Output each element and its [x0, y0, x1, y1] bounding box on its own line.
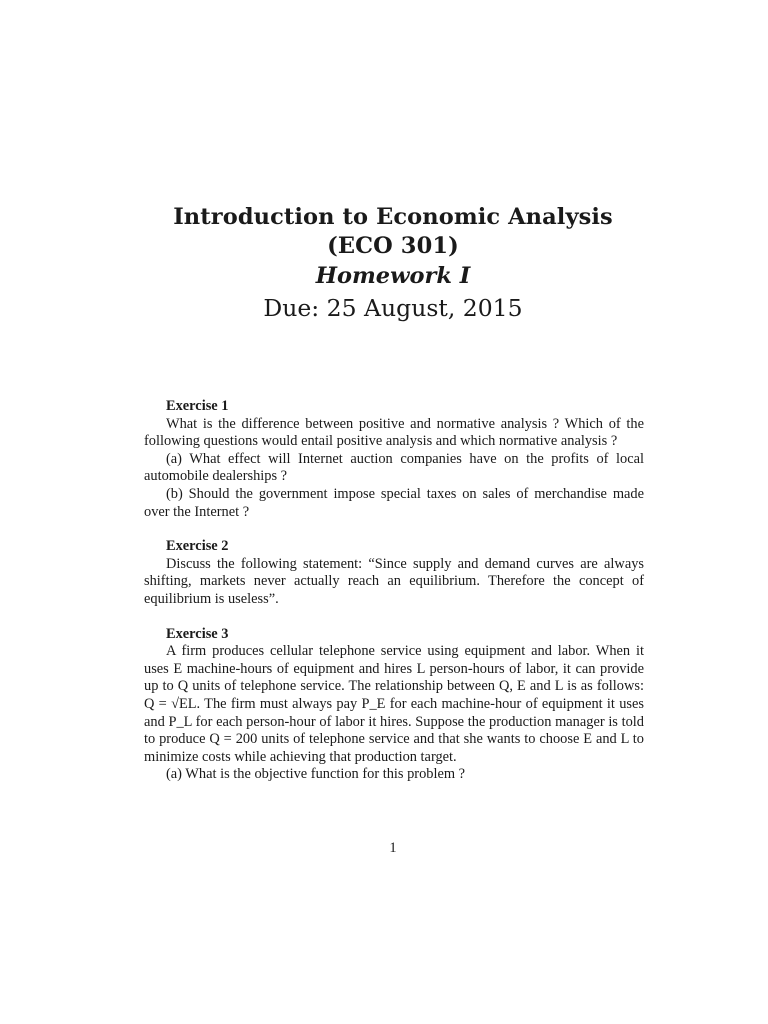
document-title-line2: (ECO 301) — [327, 233, 459, 259]
exercise-1 — [144, 398, 644, 521]
exercise-paragraph: (a) What effect will Internet auction companies have on the profits of local automobile dealerships ? — [144, 450, 644, 485]
document-body — [144, 398, 644, 801]
exercise-paragraph: A firm produces cellular telephone service using equipment and labor. When it uses E machine-hours of equipment and hires L person-hours of labor, it can provide up to Q units of telephone service. The relationship between Q, E and L is as follows: Q = √EL. The firm must always pay P_E for each machine-hour of equipment it uses and P_L for each person-hour of labor it hires. Suppose the production manager is told to produce Q = 200 units of telephone service and that she wants to choose E and L to minimize costs while achieving that production target. — [144, 643, 644, 765]
exercise-3 — [144, 626, 644, 784]
exercise-heading: Exercise 2 — [166, 538, 229, 555]
exercise-paragraph: Discuss the following statement: “Since supply and demand curves are always shifting, markets never actually reach an equilibrium. Therefore the concept of equilibrium is useless”. — [144, 555, 644, 607]
document-title-block — [0, 203, 768, 325]
exercise-paragraph: What is the difference between positive and normative analysis ? Which of the following questions would entail positive analysis and which normative analysis ? — [144, 415, 644, 450]
exercise-2 — [144, 538, 644, 608]
exercise-paragraph: (a) What is the objective function for this problem ? — [166, 766, 466, 783]
exercise-paragraph: (b) Should the government impose special taxes on sales of merchandise made over the Internet ? — [144, 485, 644, 520]
exercise-heading: Exercise 3 — [166, 625, 229, 642]
document-subtitle: Homework I — [315, 263, 471, 289]
exercise-heading: Exercise 1 — [166, 398, 229, 414]
page-number: 1 — [389, 840, 397, 856]
document-title-line1: Introduction to Economic Analysis — [173, 204, 613, 230]
due-date: Due: 25 August, 2015 — [263, 294, 523, 322]
